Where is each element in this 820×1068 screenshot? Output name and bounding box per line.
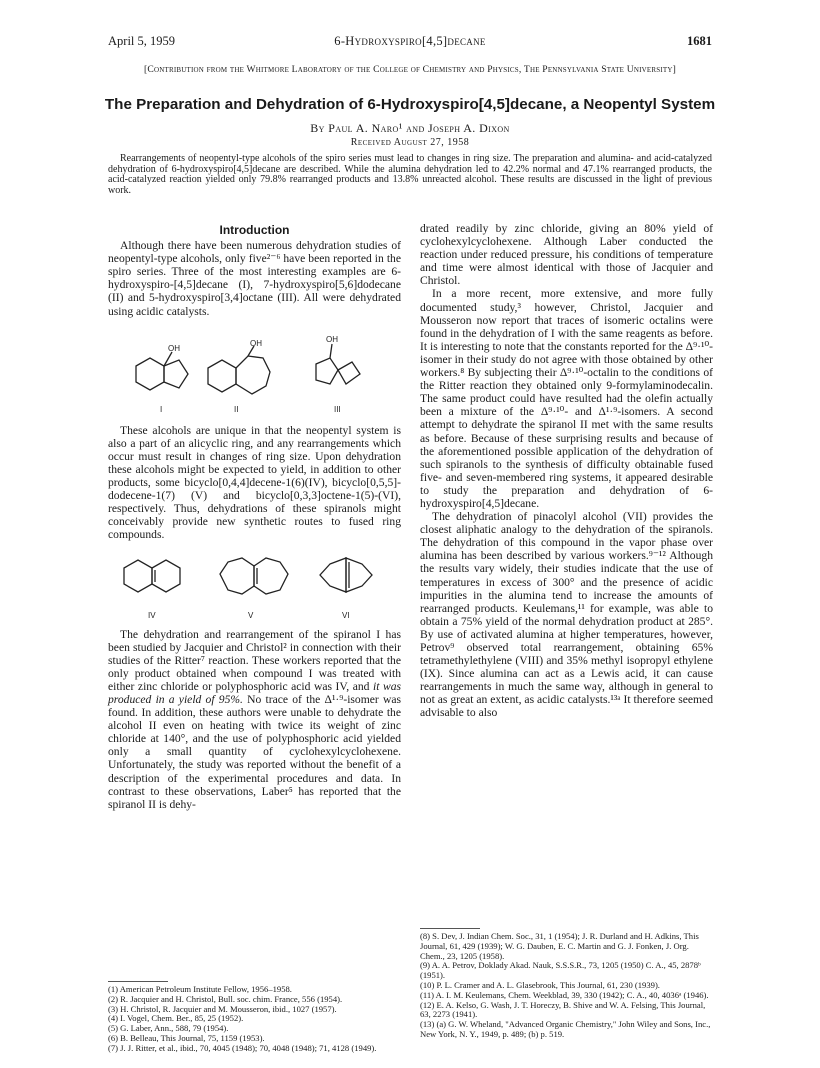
- contribution-note: [Contribution from the Whitmore Laboratory of the College of Chemistry and Physics, The Pennsylvania State University]: [144, 64, 676, 75]
- label-IV: IV: [148, 610, 156, 620]
- structure-II-cyclohexane: [208, 360, 236, 392]
- structure-IV-ring-a: [124, 560, 152, 592]
- right-paragraph-1: drated readily by zinc chloride, giving an 80% yield of cyclohexylcyclohexene. Although Laber conducted the reaction under reduced pressure, his conditions of temperature and time were almost identical with those of Jacquier and Christol.: [420, 222, 713, 288]
- footnotes-left: [108, 985, 401, 1054]
- footnote: (5) G. Laber, Ann., 588, 79 (1954).: [108, 1023, 229, 1034]
- intro-paragraph-2: These alcohols are unique in that the neopentyl system is also a part of an alicyclic ring, and any rearrangements which occur must result in changes of ring size. Upon dehydration these alcohols might be expected to yield, in addition to other products, some bicyclo[0,4,4]decene-1(6)(IV), bicyclo[0,5,5]-dodecene-1(7) (V) and bicyclo[0,3,3]octene-1(5)-(VI), respectively. Thus, dehydrations of these spiranols might conceivably provide new synthetic routes to fused ring compounds.: [108, 423, 401, 542]
- footnotes-right: [420, 932, 713, 1040]
- label-VI: VI: [342, 610, 350, 620]
- oh-label-III: OH: [326, 334, 338, 344]
- header-page-number: 1681: [687, 34, 712, 48]
- header-date: April 5, 1959: [108, 34, 176, 48]
- right-column: [420, 222, 713, 720]
- structure-III-cyclopentane: [316, 358, 338, 384]
- structures-figure-1: [108, 322, 401, 420]
- article-title: The Preparation and Dehydration of 6-Hydroxyspiro[4,5]decane, a Neopentyl System: [104, 96, 716, 113]
- footnote: (13) (a) G. W. Wheland, "Advanced Organic Chemistry," John Wiley and Sons, Inc., New York, N. Y., 1949, p. 489; (b) p. 519.: [420, 1019, 711, 1039]
- structure-III-cyclobutane: [338, 362, 360, 384]
- footnote: (8) S. Dev, J. Indian Chem. Soc., 31, 1 (1954); J. R. Durland and H. Adkins, This Journal, 61, 429 (1939); W. G. Dauben, E. C. Martin and G. J. Fonken, J. Org. Chem., 23, 1205 (1958).: [420, 931, 699, 961]
- right-paragraph-3: The dehydration of pinacolyl alcohol (VII) provides the closest aliphatic analogy to the dehydration of the spiranols. The dehydration of this compound in the vapor phase over alumina has been described by various workers.⁹⁻¹² Although the results vary widely, their studies indicate that the use of temperatures in excess of 300° and the presence of acidic impurities in the alumina tend to increase the amounts of rearranged products. Keulemans,¹¹ for example, was able to obtain a 75% yield of the normal dehydration product at 285°. By use of activated alumina at higher temperatures, however, Petrov⁹ observed total rearrangement, obtaining 65% tetramethylethylene (VIII) and 35% methyl isopropyl ethylene (IX). Since alumina can act as a Lewis acid, it can cause rearrangements in much the same way, although in general to not as great an extent, as acidic catalysts.¹³ᵃ It therefore seemed advisable to also: [420, 510, 713, 720]
- footnote-rule-left: [108, 981, 168, 982]
- label-II: II: [234, 404, 239, 414]
- intro-paragraph-1: Although there have been numerous dehydration studies of neopentyl-type alcohols, only five²⁻⁶ have been reported in the spiro series. Three of the most interesting examples are 6-hydroxyspiro-[4,5]decane (I), 7-hydroxyspiro[5,6]dodecane (II) and 5-hydroxyspiro[3,4]octane (III). All were dehydrated using acidic catalysts.: [108, 239, 401, 318]
- label-I: I: [160, 404, 163, 414]
- footnote: (2) R. Jacquier and H. Christol, Bull. soc. chim. France, 556 (1954).: [108, 993, 343, 1004]
- header-running-title: 6-Hydroxyspiro[4,5]decane: [334, 34, 486, 48]
- footnote: (12) E. A. Kelso, G. Wash, J. T. Horeczy, B. Shive and W. A. Felsing, This Journal, 63, 2273 (1941).: [420, 999, 706, 1020]
- structure-I-cyclohexane: [136, 358, 164, 390]
- label-III: III: [334, 404, 341, 414]
- footnote: (6) B. Belleau, This Journal, 75, 1159 (1953).: [108, 1032, 265, 1043]
- abstract: Rearrangements of neopentyl-type alcohols of the spiro series must lead to changes in ring size. The preparation and alumina- and acid-catalyzed dehydration of 6-hydroxyspiro[4,5]decane are described. While the alumina dehydration led to 42.2% normal and 47.1% rearranged products, the acid-catalyzed reaction yielded only 79.8% rearranged products and 13.8% unreacted alcohol. These results are discussed in the light of previous work.: [108, 153, 712, 196]
- oh-label-II: OH: [250, 338, 262, 348]
- footnote: (3) H. Christol, R. Jacquier and M. Mousseron, ibid., 1027 (1957).: [108, 1003, 337, 1014]
- footnote: (9) A. A. Petrov, Doklady Akad. Nauk, S.S.S.R., 73, 1205 (1950) C. A., 45, 2878ᵇ (1951).: [420, 960, 701, 981]
- structure-IV-ring-b: [152, 560, 180, 592]
- section-heading: Introduction: [219, 223, 290, 237]
- p3-italic: it was produced in a yield of 95%.: [108, 679, 401, 706]
- p3-text-a: The dehydration and rearrangement of the spiranol I has been studied by Jacquier and Christol² in connection with their studies of the Ritter⁷ reaction. These workers reported that the only product obtained when compound I was treated with either zinc chloride or polyphosphoric acid was IV, and: [108, 627, 401, 693]
- spiro-structures-svg: [108, 322, 401, 420]
- structure-II-cycloheptane: [236, 356, 270, 394]
- footnote: (7) J. J. Ritter, et al., ibid., 70, 4045 (1948); 70, 4048 (1948); 71, 4128 (1949).: [108, 1042, 377, 1053]
- bicyclo-structures-svg: [108, 546, 401, 624]
- running-header: [108, 34, 712, 50]
- structure-VI-ring-b: [346, 558, 372, 592]
- footnote-rule-right: [420, 928, 480, 929]
- authors: By Paul A. Naro¹ and Joseph A. Dixon: [310, 121, 510, 135]
- footnote: (4) I. Vogel, Chem. Ber., 85, 25 (1952).: [108, 1013, 244, 1024]
- oh-label-I: OH: [168, 343, 180, 353]
- right-paragraph-2: In a more recent, more extensive, and more fully documented study,³ however, Christol, Jacquier and Mousseron now report that traces of isomeric octalins were found in the dehydration of I with the same reagents as before. It is interesting to note that the constants reported for the Δ⁹·¹⁰-isomer in their study do not agree with those obtained by other workers.⁸ By subjecting their Δ⁹·¹⁰-octalin to the conditions of the Ritter reaction they obtained only 9-formylaminodecalin. The same product could have resulted had the olefin actually been a mixture of the Δ⁹·¹⁰- and Δ¹·⁹-isomers. A second attempt to dehydrate the spiranol II met with the same results as before. Because of these surprising results and because of the aforementioned possible application of the dehydration of such spiranols to the synthesis of difficulty obtainable fused five- and seven-membered ring systems, it appeared desirable to study the preparation and dehydration of 6-hydroxyspiro[4,5]decane.: [420, 287, 713, 510]
- label-V: V: [248, 610, 254, 620]
- p3-text-b: No trace of the Δ¹·⁹-isomer was found. In addition, these authors were unable to dehydrate the alcohol II even on heating with twice its weight of zinc chloride at 140°, and the use of polyphosphoric acid yielded only a small quantity of cyclohexylcyclohexene. Unfortunately, the study was reported without the benefit of a description of the experimental procedures and data. In contrast to these observations, Laber⁵ has reported that the spiranol II is dehy-: [108, 692, 401, 811]
- received-date: Received August 27, 1958: [350, 137, 470, 148]
- footnote: (1) American Petroleum Institute Fellow, 1956–1958.: [108, 984, 292, 994]
- footnote: (10) P. L. Cramer and A. L. Glasebrook, This Journal, 61, 230 (1939).: [420, 979, 660, 990]
- structure-V-ring-b: [254, 558, 288, 594]
- structure-VI-ring-a: [320, 558, 346, 592]
- structure-I-cyclopentane: [164, 360, 188, 388]
- structures-figure-2: [108, 546, 401, 624]
- left-column: [108, 222, 401, 811]
- footnote: (11) A. I. M. Keulemans, Chem. Weekblad, 39, 330 (1942); C. A., 40, 4036ᵃ (1946).: [420, 989, 709, 1000]
- structure-V-ring-a: [220, 558, 254, 594]
- intro-paragraph-3: [108, 628, 401, 811]
